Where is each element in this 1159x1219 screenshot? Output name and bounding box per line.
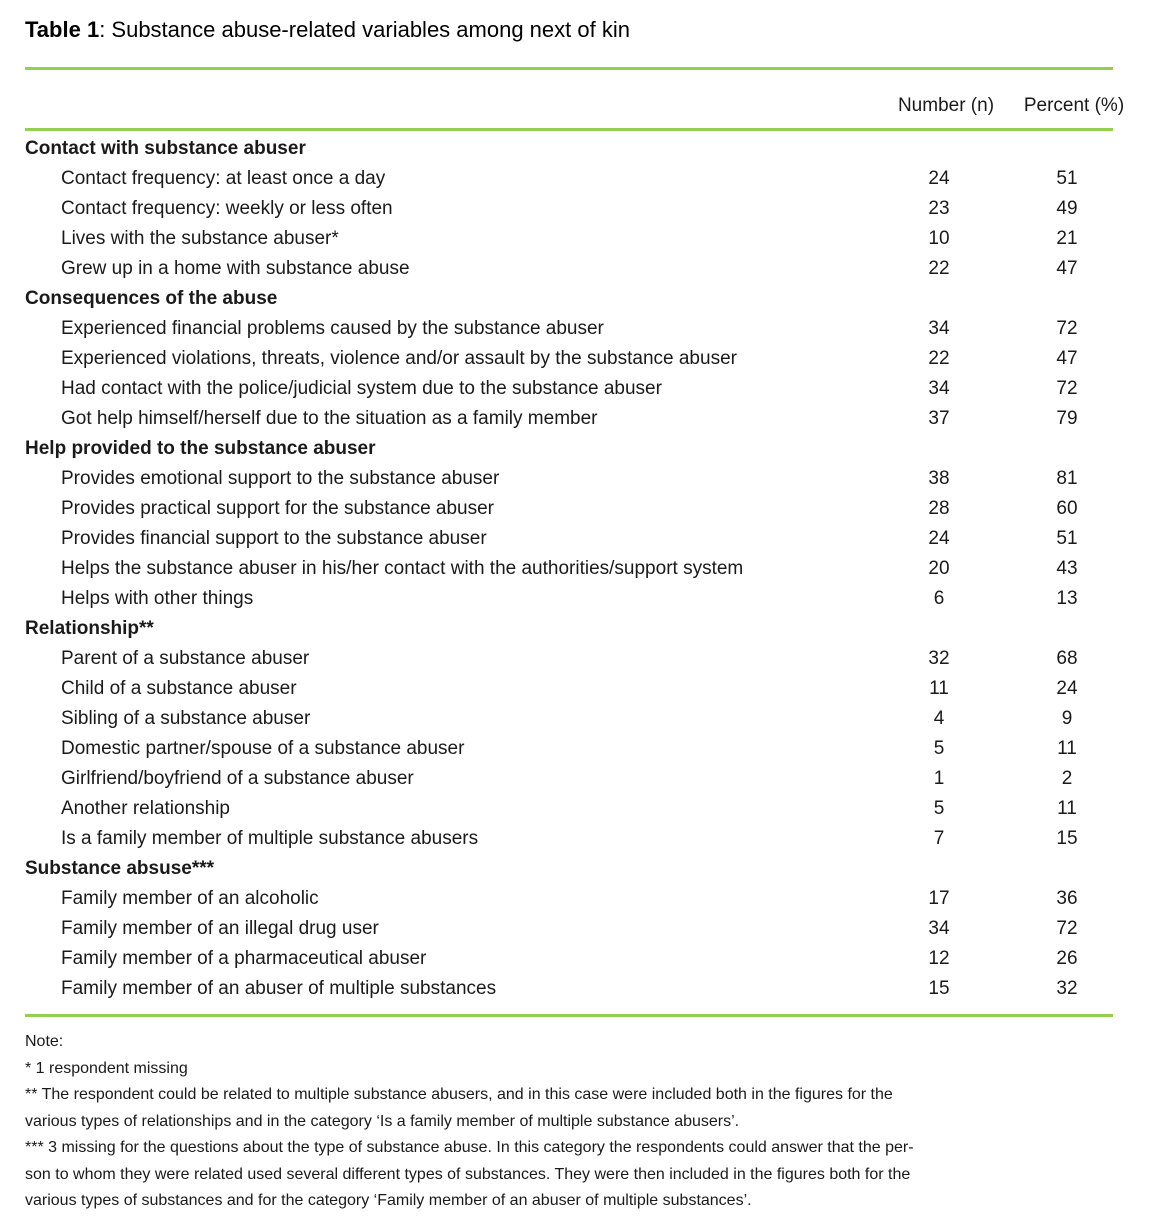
table-title-text: : Substance abuse-related variables among next of kin (99, 17, 630, 42)
row-label: Family member of an illegal drug user (61, 918, 379, 939)
row-percent-value: 43 (1056, 558, 1078, 579)
bottom-divider (25, 1014, 1113, 1017)
section-header: Relationship** (25, 618, 154, 639)
table-row (25, 794, 1130, 824)
table-row (25, 224, 1130, 254)
table-row (25, 764, 1130, 794)
row-label: Family member of an alcoholic (61, 888, 319, 909)
table-row (25, 644, 1130, 674)
table-row (25, 464, 1130, 494)
table-row (25, 674, 1130, 704)
table-row (25, 734, 1130, 764)
row-label: Provides emotional support to the substance abuser (61, 468, 500, 489)
note-line: ** The respondent could be related to multiple substance abusers, and in this case were included both in the figures for the (25, 1086, 893, 1103)
column-header-number: Number (n) (897, 95, 995, 116)
row-label: Provides practical support for the substance abuser (61, 498, 495, 519)
row-number-value: 23 (928, 198, 950, 219)
column-header-percent: Percent (%) (1023, 95, 1125, 116)
table-notes (25, 1029, 1130, 1215)
row-label: Had contact with the police/judicial system due to the substance abuser (61, 378, 662, 399)
row-number-value: 22 (928, 258, 950, 279)
table-row (25, 164, 1130, 194)
note-line: various types of substances and for the category ‘Family member of an abuser of multiple substances’. (25, 1192, 752, 1209)
row-percent-value: 79 (1056, 408, 1078, 429)
row-percent-value: 32 (1056, 978, 1078, 999)
table-row (25, 914, 1130, 944)
row-label: Experienced violations, threats, violence and/or assault by the substance abuser (61, 348, 737, 369)
row-number-value: 4 (933, 708, 945, 729)
row-percent-value: 68 (1056, 648, 1078, 669)
row-label: Parent of a substance abuser (61, 648, 310, 669)
table-row (25, 194, 1130, 224)
table-row (25, 704, 1130, 734)
row-percent-value: 47 (1056, 258, 1078, 279)
row-percent-value: 15 (1056, 828, 1078, 849)
row-label: Provides financial support to the substance abuser (61, 528, 487, 549)
section-header: Substance absuse*** (25, 858, 215, 879)
row-label: Family member of an abuser of multiple substances (61, 978, 497, 999)
row-percent-value: 60 (1056, 498, 1078, 519)
row-percent-value: 47 (1056, 348, 1078, 369)
row-number-value: 17 (928, 888, 950, 909)
table-row (25, 254, 1130, 284)
row-label: Grew up in a home with substance abuse (61, 258, 410, 279)
note-line: *** 3 missing for the questions about the type of substance abuse. In this category the respondents could answer that the per- (25, 1139, 914, 1156)
row-number-value: 5 (933, 798, 945, 819)
table-body (25, 131, 1130, 1014)
table-row (25, 884, 1130, 914)
table-row (25, 824, 1130, 854)
table-title (25, 16, 1130, 44)
row-label: Lives with the substance abuser* (61, 228, 339, 249)
note-line: son to whom they were related used several different types of substances. They were then included in the figures both for the (25, 1165, 911, 1183)
table-row (25, 974, 1130, 1004)
row-number-value: 32 (928, 648, 950, 669)
table-row (25, 314, 1130, 344)
row-label: Girlfriend/boyfriend of a substance abuser (61, 768, 414, 789)
row-number-value: 15 (928, 978, 950, 999)
row-label: Is a family member of multiple substance abusers (61, 828, 479, 849)
top-divider (25, 67, 1113, 70)
row-label: Helps the substance abuser in his/her contact with the authorities/support system (61, 558, 744, 579)
row-number-value: 38 (928, 468, 950, 489)
row-number-value: 7 (933, 828, 945, 849)
row-percent-value: 81 (1056, 468, 1078, 489)
row-label: Family member of a pharmaceutical abuser (61, 948, 427, 969)
section-header: Help provided to the substance abuser (25, 438, 376, 459)
row-number-value: 34 (928, 918, 950, 939)
row-number-value: 28 (928, 498, 950, 519)
row-label: Got help himself/herself due to the situation as a family member (61, 408, 598, 429)
table-row (25, 404, 1130, 434)
note-line: * 1 respondent missing (25, 1059, 188, 1077)
row-number-value: 34 (928, 378, 950, 399)
row-percent-value: 36 (1056, 888, 1078, 909)
row-label: Helps with other things (61, 588, 254, 609)
note-line: Note: (25, 1033, 64, 1050)
row-number-value: 22 (928, 348, 950, 369)
row-percent-value: 26 (1056, 948, 1078, 969)
row-number-value: 24 (928, 528, 950, 549)
table-number-label: Table 1 (25, 17, 100, 42)
table-row (25, 494, 1130, 524)
row-number-value: 6 (933, 588, 945, 609)
row-percent-value: 11 (1057, 798, 1077, 819)
table-row (25, 554, 1130, 584)
row-label: Contact frequency: at least once a day (61, 168, 386, 189)
row-percent-value: 72 (1056, 378, 1078, 399)
row-percent-value: 21 (1056, 228, 1078, 249)
table-row (25, 374, 1130, 404)
row-number-value: 1 (933, 768, 945, 789)
row-number-value: 24 (928, 168, 950, 189)
row-number-value: 5 (933, 738, 945, 759)
row-percent-value: 24 (1056, 678, 1078, 699)
row-label: Experienced financial problems caused by the substance abuser (61, 318, 604, 339)
row-percent-value: 51 (1056, 168, 1078, 189)
section-header: Contact with substance abuser (25, 138, 306, 159)
row-number-value: 34 (928, 318, 950, 339)
table-row (25, 584, 1130, 614)
row-label: Child of a substance abuser (61, 678, 297, 699)
section-row (25, 284, 1130, 314)
row-percent-value: 49 (1056, 198, 1078, 219)
section-row (25, 854, 1130, 884)
row-number-value: 20 (928, 558, 950, 579)
row-percent-value: 9 (1061, 708, 1073, 729)
row-label: Another relationship (61, 798, 230, 819)
row-number-value: 11 (929, 678, 949, 699)
table-row (25, 344, 1130, 374)
table-row (25, 944, 1130, 974)
row-percent-value: 2 (1061, 768, 1073, 789)
row-percent-value: 13 (1056, 588, 1078, 609)
section-row (25, 614, 1130, 644)
row-label: Domestic partner/spouse of a substance abuser (61, 738, 465, 759)
row-label: Contact frequency: weekly or less often (61, 198, 393, 219)
table-row (25, 524, 1130, 554)
row-percent-value: 51 (1056, 528, 1078, 549)
row-percent-value: 11 (1057, 738, 1077, 759)
row-number-value: 12 (928, 948, 950, 969)
section-row (25, 134, 1130, 164)
row-percent-value: 72 (1056, 918, 1078, 939)
row-number-value: 10 (928, 228, 950, 249)
row-number-value: 37 (928, 408, 950, 429)
note-line: various types of relationships and in the category ‘Is a family member of multiple substance abusers’. (25, 1112, 740, 1130)
row-label: Sibling of a substance abuser (61, 708, 311, 729)
column-header-row (25, 93, 1130, 128)
row-percent-value: 72 (1056, 318, 1078, 339)
section-header: Consequences of the abuse (25, 288, 278, 309)
section-row (25, 434, 1130, 464)
